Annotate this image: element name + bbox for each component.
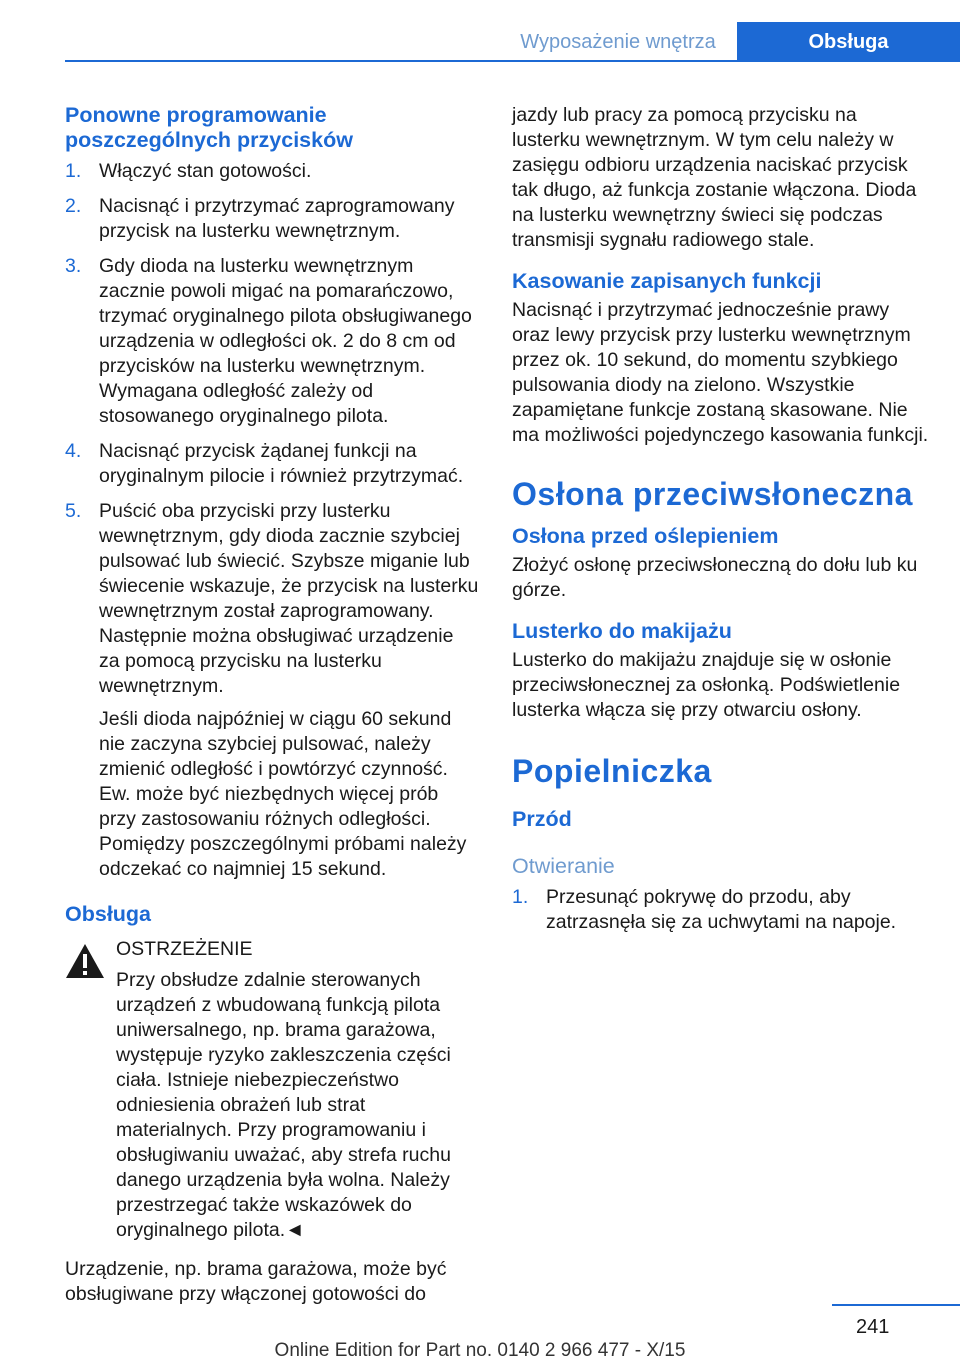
step-note: Jeśli dioda najpóźniej w ciągu 60 sekund nie zaczyna szybciej pulsować, należy zmienić odległość i powtórzyć czynność. Ew. może być niezbędnych więcej prób przy zastosowaniu różnych odległości. Pomiędzy poszczególnymi próbami należy odczekać co najmniej 15 sekund. xyxy=(99,708,467,880)
list-item xyxy=(65,499,479,882)
list-item xyxy=(512,885,930,935)
warning-text: Przy obsłudze zdalnie sterowanych urządzeń z wbudowaną funkcją pilota uniwersalnego, np. brama garażowa, występuje ryzyko zakleszczenia części ciała. Istnieje niebezpieczeństwo odniesienia obrażeń lub strat materialnych. Przy programowaniu i obsługiwaniu uważać, aby strefa ruchu danego urządzenia była wolna. Należy przestrzegać także wskazówek do oryginalnego pilota.◄ xyxy=(116,969,451,1241)
step-text: Przesunąć pokrywę do przodu, aby zatrzasnęła się za uchwytami na napoje. xyxy=(546,886,897,933)
opening-steps xyxy=(512,885,930,935)
page-header xyxy=(0,0,960,62)
glare-shield-heading: Osłona przed oślepieniem xyxy=(512,524,779,548)
header-rule xyxy=(65,60,960,62)
step-number: 2. xyxy=(65,195,82,217)
edition-note: Online Edition for Part no. 0140 2 966 477 - X/15 xyxy=(274,1340,686,1361)
sun-visor-heading: Osłona przeciwsłoneczna xyxy=(512,476,913,512)
paragraph: Lusterko do makijażu znajduje się w osłonie przeciwsłonecznej za osłonką. Podświetlenie lusterka włącza się przy otwarciu osłony. xyxy=(512,649,901,721)
reprogramming-heading: Ponowne programowanie poszczególnych przycisków xyxy=(65,103,353,152)
chapter-tab: Obsługa xyxy=(737,22,960,62)
step-text: Nacisnąć przycisk żądanej funkcji na oryginalnym pilocie i również przytrzymać. xyxy=(99,440,464,487)
list-item xyxy=(65,194,479,244)
step-number: 5. xyxy=(65,500,82,522)
step-text: Nacisnąć i przytrzymać zaprogramowany przycisk na lusterku wewnętrznym. xyxy=(99,195,455,242)
operation-heading: Obsługa xyxy=(65,902,152,926)
list-item xyxy=(65,439,479,489)
warning-box xyxy=(65,937,479,1243)
paragraph: Urządzenie, np. brama garażowa, może być obsługiwane przy włączonej gotowości do xyxy=(65,1258,447,1305)
warning-title: OSTRZEŻENIE xyxy=(116,938,253,960)
clear-functions-heading: Kasowanie zapisanych funkcji xyxy=(512,269,822,293)
ashtray-heading: Popielniczka xyxy=(512,753,712,789)
paragraph: jazdy lub pracy za pomocą przycisku na lusterku wewnętrznym. W tym celu należy w zasięgu odbioru urządzenia naciskać przycisk tak długo, aż funkcja zostanie włączona. Dioda na lusterku wewnętrzny świeci się podczas transmisji sygnału radiowego stale. xyxy=(512,104,917,251)
opening-heading: Otwieranie xyxy=(512,854,615,878)
page-footer xyxy=(0,1300,960,1362)
left-column xyxy=(65,103,479,1307)
page-number: 241 xyxy=(856,1316,890,1338)
paragraph: Złożyć osłonę przeciwsłoneczną do dołu lub ku górze. xyxy=(512,554,918,601)
step-text: Włączyć stan gotowości. xyxy=(99,160,312,182)
paragraph: Nacisnąć i przytrzymać jednocześnie prawy oraz lewy przycisk przy lusterku wewnętrznym przez ok. 10 sekund, do momentu szybkiego pulsowania diody na zielono. Wszystkie zapamiętane funkcje zostaną skasowane. Nie ma możliwości pojedynczego kasowania funkcji. xyxy=(512,299,929,446)
list-item xyxy=(65,159,479,184)
section-tab: Wyposażenie wnętrza xyxy=(520,31,716,53)
reprogramming-steps xyxy=(65,159,479,882)
step-number: 1. xyxy=(512,886,529,908)
list-item xyxy=(65,254,479,429)
step-number: 3. xyxy=(65,255,82,277)
step-text: Puścić oba przyciski przy lusterku wewnętrznym, gdy dioda zacznie szybciej pulsować lub świecić. Szybsze miganie lub świecenie wskazuje, że przycisk na lusterku wewnętrznym został zaprogramowany. Następnie można obsługiwać urządzenie za pomocą przycisku na lusterku wewnętrznym. xyxy=(99,500,479,697)
step-number: 1. xyxy=(65,160,82,182)
makeup-mirror-heading: Lusterko do makijażu xyxy=(512,619,732,643)
front-heading: Przód xyxy=(512,807,572,831)
right-column xyxy=(512,103,930,945)
footer-rule xyxy=(832,1304,960,1306)
step-number: 4. xyxy=(65,440,82,462)
step-text: Gdy dioda na lusterku wewnętrznym zacznie powoli migać na pomarańczowo, trzymać oryginalnego pilota obsługiwanego urządzenia w odległości ok. 2 do 8 cm od przycisków na lusterku wewnętrznym. Wymagana odległość zależy od stosowanego oryginalnego pilota. xyxy=(99,255,472,427)
warning-icon xyxy=(65,943,105,979)
